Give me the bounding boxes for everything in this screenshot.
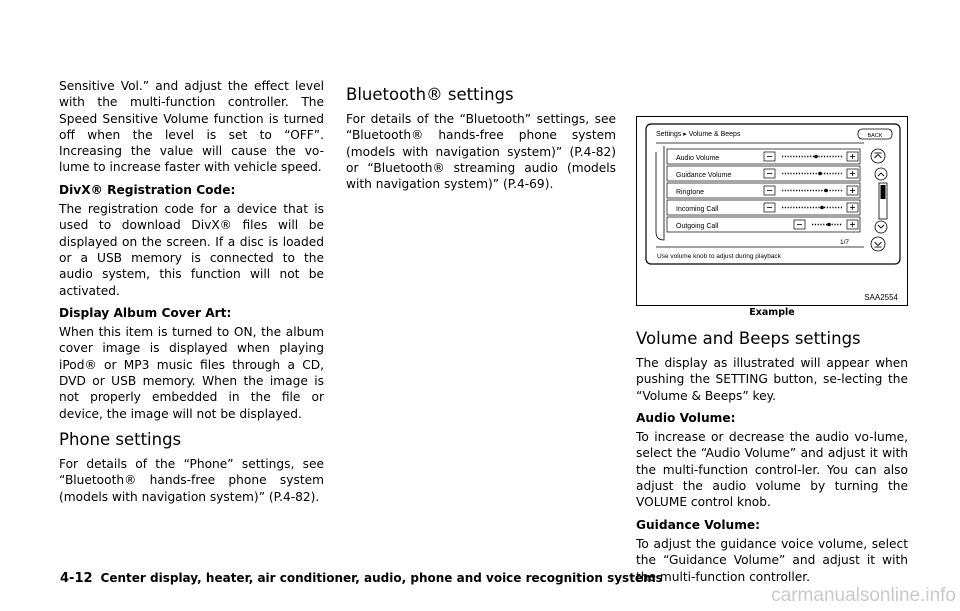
paragraph: The registration code for a device that is used to download DivX® files will be displayed on the screen. If a disc is loaded or a USB memory is connected to the audio system, this function will not be activated.	[59, 202, 324, 298]
paragraph: For details of the “Bluetooth” settings, see “Bluetooth® hands-free phone system (models with navigation system)” (P.4-82) or “Bluetooth® streaming audio (models with navigation system)” (P.4-69).	[346, 112, 616, 192]
scrollbar-thumb[interactable]	[881, 185, 886, 199]
screen-illustration	[636, 116, 908, 306]
paragraph: Sensitive Vol.” and adjust the effect level with the multi-function controller. The Speed Sensitive Volume function is turned off when the level is set to “OFF”. Increasing the value will cause the vo-lume to increase faster with vehicle speed.	[59, 79, 324, 175]
volume-row[interactable]	[667, 166, 860, 181]
hint-text: Use volume knob to adjust during playback	[657, 253, 781, 260]
page-indicator: 1/7	[840, 239, 850, 246]
volume-beeps-figure	[636, 116, 908, 322]
figure-caption: Example	[749, 307, 795, 318]
paragraph: The display as illustrated will appear when pushing the SETTING button, se-lecting the “Volume & Beeps” key.	[636, 356, 908, 403]
item-label: Ringtone	[676, 189, 705, 196]
watermark: carmanualsonline.info	[771, 585, 956, 606]
guidance-volume-heading: Guidance Volume:	[636, 517, 761, 532]
audio-volume-heading: Audio Volume:	[636, 410, 736, 425]
item-label: Incoming Call	[676, 206, 719, 213]
paragraph: To adjust the guidance voice volume, select the “Guidance Volume” and adjust it with the multi-function controller.	[636, 536, 908, 584]
page-footer	[60, 571, 663, 586]
scroll-top-icon[interactable]	[871, 149, 885, 163]
page-number: 4-12	[60, 571, 93, 586]
section-title: Center display, heater, air conditioner, audio, phone and voice recognition systems	[100, 571, 663, 585]
volume-row[interactable]	[667, 217, 860, 232]
figure-code: SAA2554	[864, 293, 898, 302]
scroll-down-icon[interactable]	[875, 221, 887, 233]
column-2	[346, 78, 616, 198]
item-label: Guidance Volume	[676, 172, 732, 179]
album-heading: Display Album Cover Art:	[59, 305, 232, 320]
column-3	[636, 325, 908, 591]
scroll-bottom-icon[interactable]	[871, 237, 885, 251]
volume-row[interactable]	[667, 183, 860, 198]
breadcrumb: Settings ▸ Volume & Beeps	[656, 131, 741, 138]
item-label: Audio Volume	[676, 155, 720, 162]
paragraph: To increase or decrease the audio vo-lume, select the “Audio Volume” and adjust it with the multi-function control-ler. You can also adjust the audio volume by turning the VOLUME control knob.	[636, 430, 908, 510]
column-1	[59, 78, 324, 511]
scroll-up-icon[interactable]	[875, 168, 887, 180]
volume-beeps-heading: Volume and Beeps settings	[636, 329, 861, 348]
bluetooth-settings-heading: Bluetooth® settings	[346, 85, 514, 104]
paragraph: When this item is turned to ON, the album cover image is displayed when playing iPod® or MP3 music files through a CD, DVD or USB memory. When the image is not properly embedded in the file or device, the image will not be displayed.	[59, 325, 324, 421]
back-label: BACK	[867, 133, 883, 139]
volume-row[interactable]	[667, 149, 860, 164]
item-label: Outgoing Call	[676, 223, 719, 230]
volume-row[interactable]	[667, 200, 860, 215]
paragraph: For details of the “Phone” settings, see “Bluetooth® hands-free phone system (models with navigation system)” (P.4-82).	[59, 456, 324, 504]
divx-heading: DivX® Registration Code:	[59, 182, 236, 197]
phone-settings-heading: Phone settings	[59, 429, 182, 449]
